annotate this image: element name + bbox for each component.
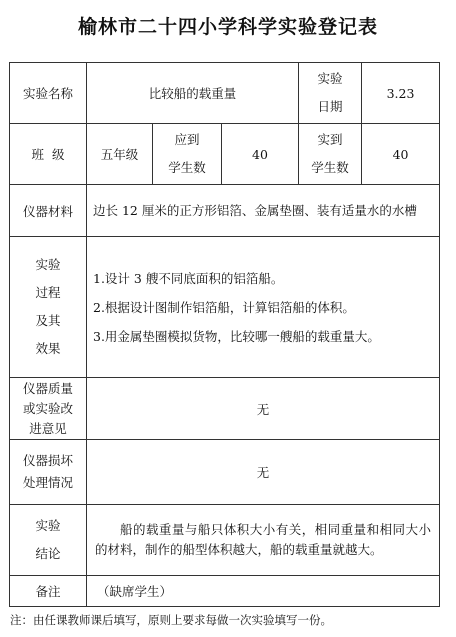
quality-label-line1: 仪器质量 — [22, 380, 73, 396]
row-materials — [10, 185, 440, 237]
row-class — [10, 124, 440, 185]
materials-value: 边长 12 厘米的正方形铝箔、金属垫圈、装有适量水的水槽 — [87, 185, 440, 237]
experiment-date-label-line1: 实验 — [317, 71, 343, 86]
quality-label — [10, 378, 87, 440]
experiment-registration-table — [9, 62, 440, 607]
damage-label — [10, 440, 87, 505]
row-quality — [10, 378, 440, 440]
remarks-value: （缺席学生） — [87, 576, 440, 607]
actual-students-label — [299, 124, 362, 185]
process-label-line2: 过程 — [35, 285, 61, 300]
quality-value: 无 — [87, 378, 440, 440]
experiment-date-value: 3.23 — [362, 63, 440, 124]
experiment-name-label: 实验名称 — [10, 63, 87, 124]
process-label-line4: 效果 — [35, 341, 61, 356]
footer-note: 注：由任课教师课后填写，原则上要求每做一次实验填写一份。 — [10, 613, 332, 627]
row-damage — [10, 440, 440, 505]
conclusion-value: 船的载重量与船只体积大小有关，相同重量和相同大小的材料，制作的船型体积越大，船的载重量就越大。 — [87, 505, 440, 576]
actual-students-label-line2: 学生数 — [311, 160, 349, 175]
damage-label-line1: 仪器损坏 — [22, 453, 73, 468]
expected-students-label-line2: 学生数 — [168, 160, 206, 175]
expected-students-label-line1: 应到 — [174, 132, 200, 147]
row-conclusion — [10, 505, 440, 576]
actual-students-label-line1: 实到 — [317, 132, 343, 147]
conclusion-label-line2: 结论 — [35, 546, 61, 561]
damage-value: 无 — [87, 440, 440, 505]
process-label-line1: 实验 — [35, 257, 61, 272]
process-step-3: 3.用金属垫圈模拟货物，比较哪一艘船的载重量大。 — [93, 328, 380, 344]
process-step-2: 2.根据设计图制作铝箔船，计算铝箔船的体积。 — [93, 299, 355, 315]
experiment-date-label — [299, 63, 362, 124]
expected-students-value: 40 — [222, 124, 299, 185]
class-value: 五年级 — [87, 124, 153, 185]
row-experiment-name — [10, 63, 440, 124]
row-process — [10, 237, 440, 378]
expected-students-label — [153, 124, 222, 185]
process-steps — [87, 237, 440, 378]
form-title: 榆林市二十四小学科学实验登记表 — [77, 16, 378, 38]
conclusion-label — [10, 505, 87, 576]
row-remarks — [10, 576, 440, 607]
process-label — [10, 237, 87, 378]
process-step-1: 1.设计 3 艘不同底面积的铝箔船。 — [93, 270, 284, 286]
quality-label-line3: 进意见 — [29, 420, 67, 436]
damage-label-line2: 处理情况 — [22, 475, 73, 490]
process-label-line3: 及其 — [35, 313, 61, 328]
materials-label: 仪器材料 — [10, 185, 87, 237]
class-label: 班 级 — [10, 124, 87, 185]
quality-label-line2: 或实验改 — [22, 400, 73, 416]
actual-students-value: 40 — [362, 124, 440, 185]
experiment-name-value: 比较船的载重量 — [87, 63, 299, 124]
conclusion-label-line1: 实验 — [35, 518, 61, 533]
remarks-label: 备注 — [10, 576, 87, 607]
experiment-date-label-line2: 日期 — [317, 99, 343, 114]
